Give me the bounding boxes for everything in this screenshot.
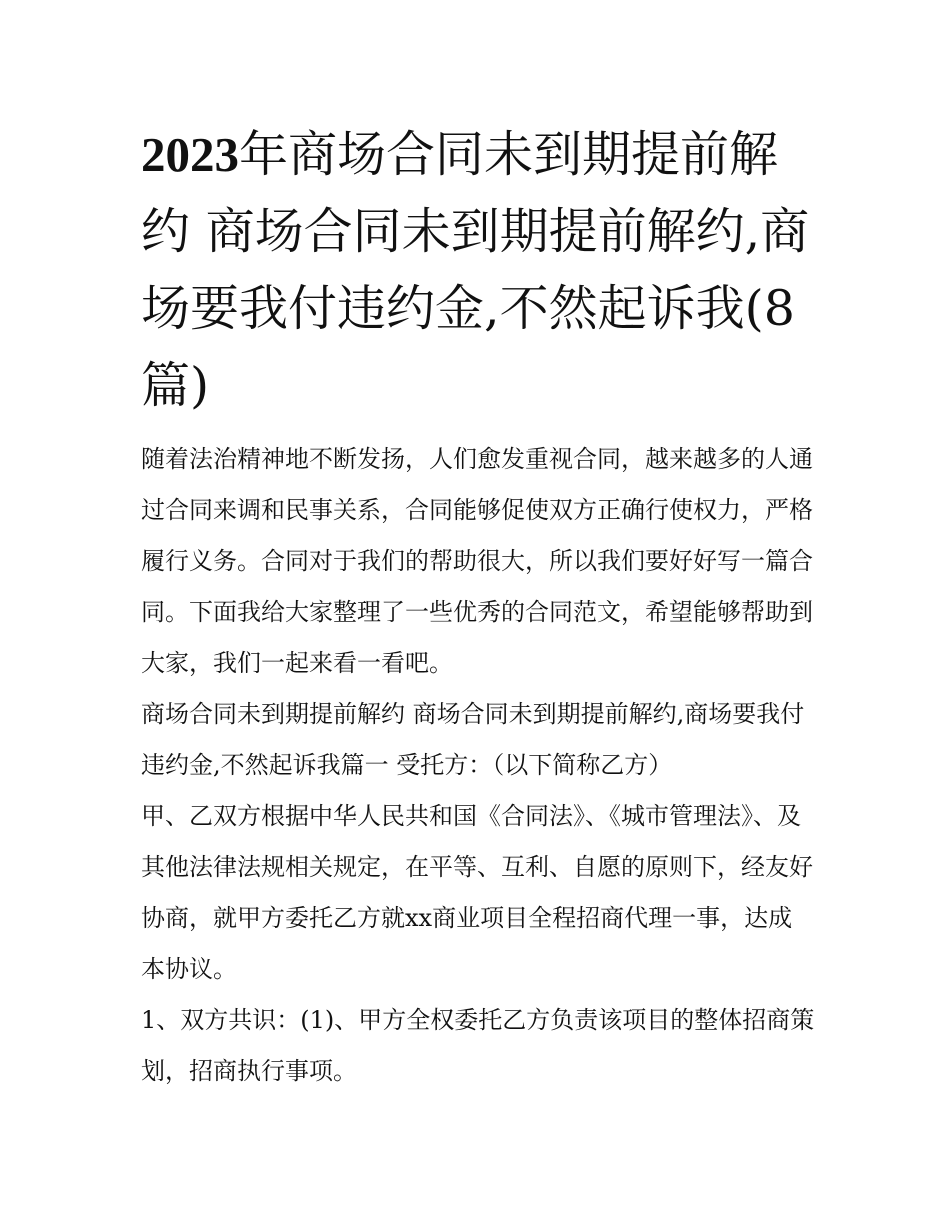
- clause-1-paragraph: 1、双方共识：(1)、甲方全权委托乙方负责该项目的整体招商策划，招商执行事项。: [141, 1006, 815, 1085]
- intro-paragraph: 随着法治精神地不断发扬，人们愈发重视合同，越来越多的人通过合同来调和民事关系，合同能够促使双方正确行使权力，严格履行义务。合同对于我们的帮助很大，所以我们要好好写一篇合同。下面我给大家整理了一些优秀的合同范文，希望能够帮助到大家，我们一起来看一看吧。: [141, 445, 813, 677]
- document-content: [141, 116, 816, 1097]
- section-heading-paragraph: 商场合同未到期提前解约 商场合同未到期提前解约,商场要我付违约金,不然起诉我篇一 受托方：（以下简称乙方）: [141, 700, 805, 779]
- title-text: 年商场合同未到期提前解约 商场合同未到期提前解约,商场要我付违约金,不然起诉我(8篇): [141, 126, 810, 414]
- agreement-preamble-paragraph: 甲、乙双方根据中华人民共和国《合同法》、《城市管理法》、及其他法律法规相关规定，在平等、互利、自愿的原则下，经友好协商，就甲方委托乙方就xx商业项目全程招商代理一事，达成本协议。: [141, 802, 813, 983]
- document-body: [141, 434, 816, 1097]
- document-title: [141, 116, 816, 424]
- title-year: 2023: [141, 127, 239, 182]
